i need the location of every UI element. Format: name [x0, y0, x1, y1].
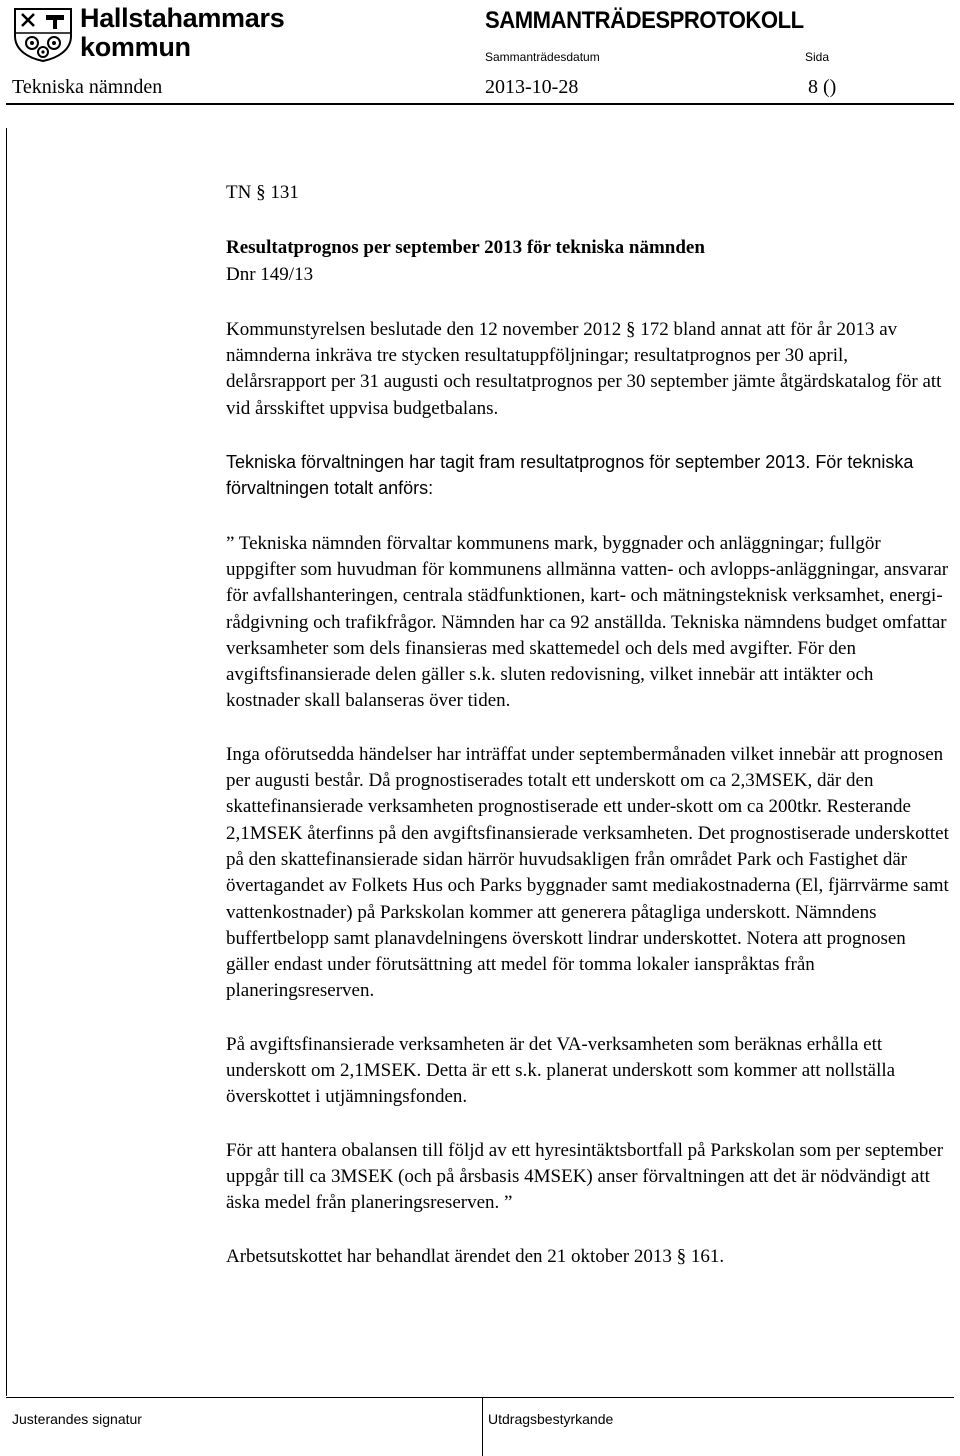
left-margin-line: [6, 128, 7, 1396]
paragraph-number: TN § 131: [226, 182, 299, 203]
coat-of-arms-icon: [12, 6, 74, 62]
paragraph-forecast: Inga oförutsedda händelser har inträffat under septembermånaden vilket innebär att prognosen per augusti består. Då prognostiserades totalt ett underskott om ca 2,3MSEK, där den skattefinansierade verksamheten prognostiserade ett under-skott om ca 200tkr. Resterande 2,1MSEK återfinns på den avgiftsfinansierade verksamheten. Det prognostiserade underskottet på den skattefinansierade sidan härrör huvudsakligen från området Park och Fastighet där övertagandet av Folkets Hus och Parks byggnader samt mediakostnaderna (El, fjärrvärme samt vattenkostnader) på Parkskolan kommer att generera påtagliga underskott. Nämndens buffertbelopp samt planavdelningens överskott lindrar underskottet. Notera att prognosen gäller endast under förutsättning att medel för tomma lokaler ianspråktas från planeringsreserven.: [226, 743, 949, 1002]
extract-certification-label: Utdragsbestyrkande: [488, 1411, 614, 1427]
committee-name: Tekniska nämnden: [12, 76, 163, 98]
page-number: 8 (): [808, 76, 837, 98]
paragraph-quote-description: ” Tekniska nämnden förvaltar kommunens mark, byggnader och anläggningar; fullgör uppgifter som huvudman för kommunens allmänna vatten- och avlopps-anläggningar, ansvarar för avfallshanteringen, centrala städfunktionen, kart- och mätningsteknisk verksamhet, energi- rådgivning och trafikfrågor. Nämnden har ca 92 anställda. Tekniska nämndens budget omfattar verksamheter som dels finansieras med skattemedel och dels med avgifter. För den avgiftsfinansierade delen gäller s.k. sluten redovisning, vilket innebär att intäkter och kostnader skall balanseras över tiden.: [226, 532, 949, 712]
signature-field-label: Justerandes signatur: [12, 1411, 142, 1427]
header-divider: [6, 103, 954, 105]
document-title: SAMMANTRÄDESPROTOKOLL: [485, 7, 804, 34]
organization-name: [80, 4, 284, 62]
meeting-date: 2013-10-28: [485, 76, 579, 98]
protocol-body: [226, 180, 950, 1270]
paragraph-imbalance: För att hantera obalansen till följd av ett hyresintäktsbortfall på Parkskolan som per september uppgår till ca 3MSEK (och på årsbasis 4MSEK) anser förvaltningen att det är nödvändigt att äska medel från planeringsreserven. ”: [226, 1139, 944, 1214]
item-title: Resultatprognos per september 2013 för tekniska nämnden: [226, 237, 705, 259]
footer-divider: [6, 1397, 954, 1398]
paragraph-working-committee: Arbetsutskottet har behandlat ärendet den 21 oktober 2013 § 161.: [226, 1245, 725, 1267]
paragraph-background: Kommunstyrelsen beslutade den 12 november 2012 § 172 bland annat att för år 2013 av nämnderna inkräva tre stycken resultatuppföljningar; resultatprognos per 30 april, delårsrapport per 31 augusti och resultatprognos per 30 september jämte åtgärdskatalog för att vid årsskiftet uppvisa budgetbalans.: [226, 318, 942, 419]
date-label: Sammanträdesdatum: [485, 50, 600, 64]
paragraph-va: På avgiftsfinansierade verksamheten är det VA-verksamheten som beräknas erhålla ett underskott om 2,1MSEK. Detta är ett s.k. planerat underskott som kommer att nollställa överskottet i utjämningsfonden.: [226, 1033, 896, 1108]
org-name-line2: kommun: [80, 32, 191, 62]
intro-text: Tekniska förvaltningen har tagit fram resultatprognos för september 2013. För tekniska förvaltningen totalt anförs:: [226, 452, 914, 499]
org-name-line1: Hallstahammars: [80, 3, 285, 33]
diary-number: Dnr 149/13: [226, 263, 314, 285]
paragraph-intro: [226, 449, 950, 502]
page-label: Sida: [805, 50, 830, 64]
footer-column-divider: [482, 1397, 483, 1456]
